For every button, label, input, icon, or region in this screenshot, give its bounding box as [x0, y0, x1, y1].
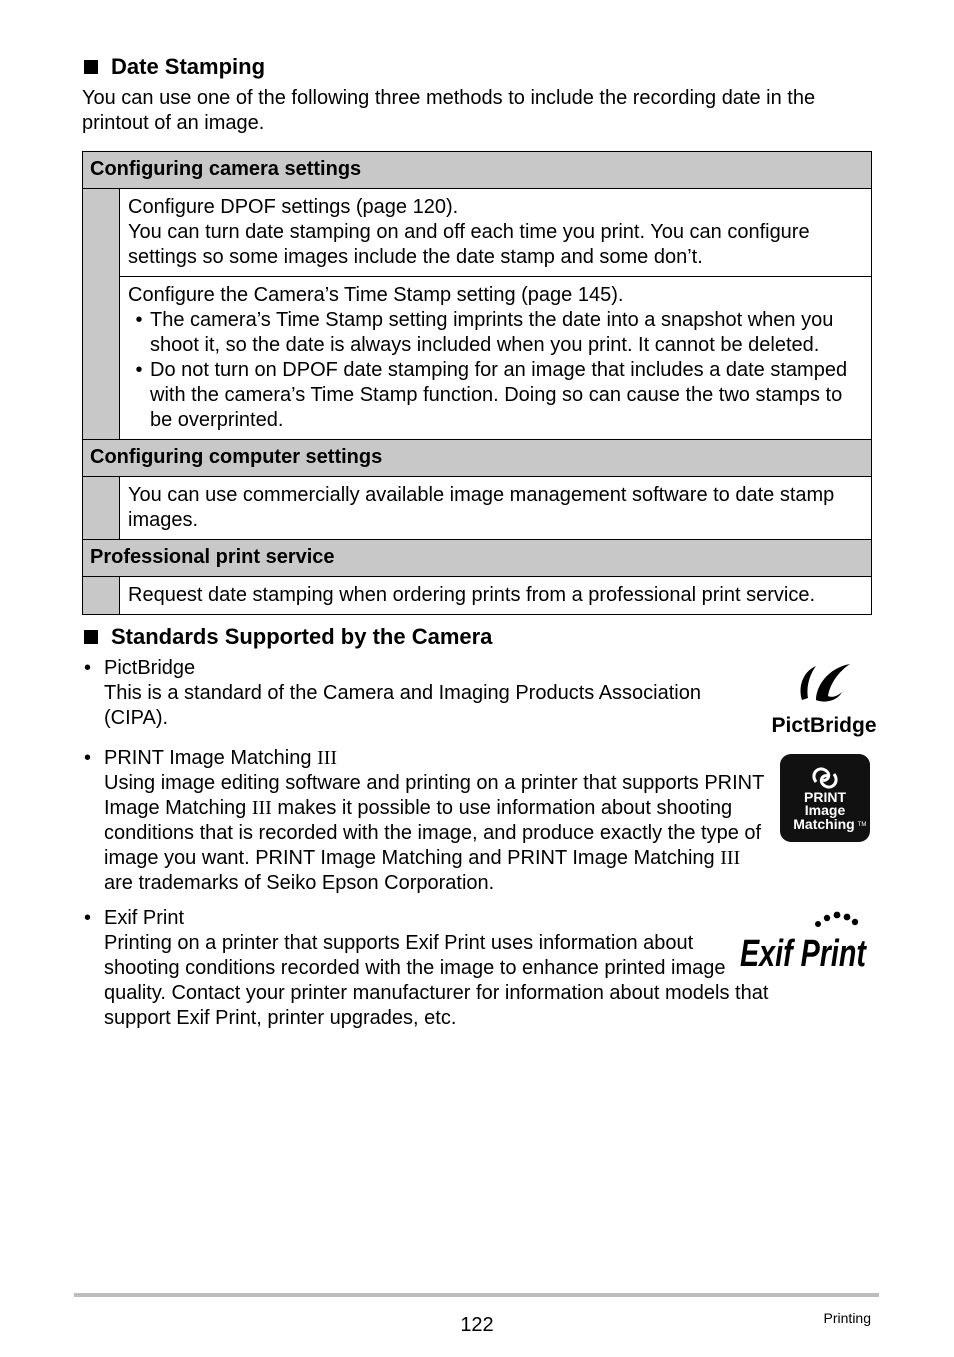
entry-bullet: [128, 358, 863, 433]
intro-paragraph: You can use one of the following three methods to include the recording date in the printout of an image.: [82, 87, 816, 134]
indent-cell: [83, 189, 120, 440]
standard-title: [104, 746, 774, 771]
standard-body: [104, 771, 774, 896]
indent-cell: [83, 477, 120, 540]
entry-line: You can use commercially available image management software to date stamp images.: [128, 484, 835, 531]
bullet-text: The camera’s Time Stamp setting imprints the date into a snapshot when you shoot it, so the date is always included when you print. It cannot be deleted.: [150, 309, 834, 356]
logo-tm: TM: [857, 822, 867, 828]
method-entry: [120, 577, 872, 615]
standard-body: This is a standard of the Camera and Imaging Products Association (CIPA).: [104, 682, 701, 729]
roman-numeral: III: [317, 747, 338, 769]
roman-numeral: III: [720, 847, 741, 869]
pictbridge-logo-text: PictBridge: [771, 714, 877, 737]
standard-item-print-image-matching: [84, 746, 774, 896]
logo-line: Matching: [793, 816, 855, 832]
standard-title: Exif Print: [104, 907, 185, 929]
logo-line: Image: [804, 802, 846, 818]
exif-print-logo-icon: [738, 910, 870, 975]
group-header-computer: Configuring computer settings: [83, 440, 872, 477]
bullet-dot: •: [135, 359, 143, 381]
body-part: makes it possible to use information about shooting conditions that is recorded with the image, and produce exactly the type of image you want. PRINT Image Matching and PRINT Image Matching: [104, 797, 762, 869]
bullet-dot: •: [84, 747, 92, 769]
group-header-professional: Professional print service: [83, 540, 872, 577]
footer-rule: [74, 1293, 879, 1297]
standard-item-pictbridge: [84, 656, 744, 731]
entry-bullet: [128, 308, 863, 358]
square-bullet-icon: [84, 630, 98, 644]
entry-line: Request date stamping when ordering prints from a professional print service.: [128, 584, 816, 606]
entry-line: You can turn date stamping on and off each time you print. You can configure settings so some images include the date stamp and some don’t.: [128, 221, 810, 268]
bullet-dot: •: [135, 309, 143, 331]
heading-text: Standards Supported by the Camera: [111, 624, 493, 649]
method-entry: [120, 477, 872, 540]
section-heading-standards: [84, 623, 492, 651]
page-number: 122: [460, 1314, 494, 1336]
group-header-camera: Configuring camera settings: [83, 152, 872, 189]
method-entry: [120, 189, 872, 277]
title-text: PRINT Image Matching: [104, 747, 312, 769]
logo-line: PRINT: [804, 789, 846, 805]
body-text: Printing on a printer that supports Exif Print uses information about shooting conditions recorded with the image to enhance printed image quality. Contact your printer manufacturer for information about models that support Exif Print, printer upgrades, etc.: [104, 932, 769, 1029]
method-entry: [120, 277, 872, 440]
standard-title: PictBridge: [104, 657, 196, 679]
body-part: Using image editing software and printing on a printer that supports PRINT Image Matching: [104, 772, 764, 819]
pictbridge-logo-icon: [771, 662, 877, 738]
bullet-text: Do not turn on DPOF date stamping for an image that includes a date stamped with the camera’s Time Stamp function. Doing so can cause the two stamps to be overprinted.: [150, 359, 848, 431]
indent-cell: [83, 577, 120, 615]
exif-logo-text: Exif Print: [740, 933, 868, 975]
print-image-matching-logo-icon: [780, 754, 870, 842]
section-heading-date-stamping: [84, 53, 265, 81]
standard-body: [104, 931, 774, 1031]
entry-line: Configure the Camera’s Time Stamp setting (page 145).: [128, 284, 624, 306]
roman-numeral: III: [251, 797, 272, 819]
square-bullet-icon: [84, 60, 98, 74]
methods-table: [82, 151, 872, 615]
entry-line: Configure DPOF settings (page 120).: [128, 196, 459, 218]
footer-section-name: Printing: [823, 1310, 871, 1326]
bullet-dot: •: [84, 907, 92, 929]
heading-text: Date Stamping: [111, 54, 266, 79]
body-part: are trademarks of Seiko Epson Corporation.: [104, 872, 495, 894]
bullet-dot: •: [84, 657, 92, 679]
standard-item-exif-print: [84, 906, 774, 1031]
